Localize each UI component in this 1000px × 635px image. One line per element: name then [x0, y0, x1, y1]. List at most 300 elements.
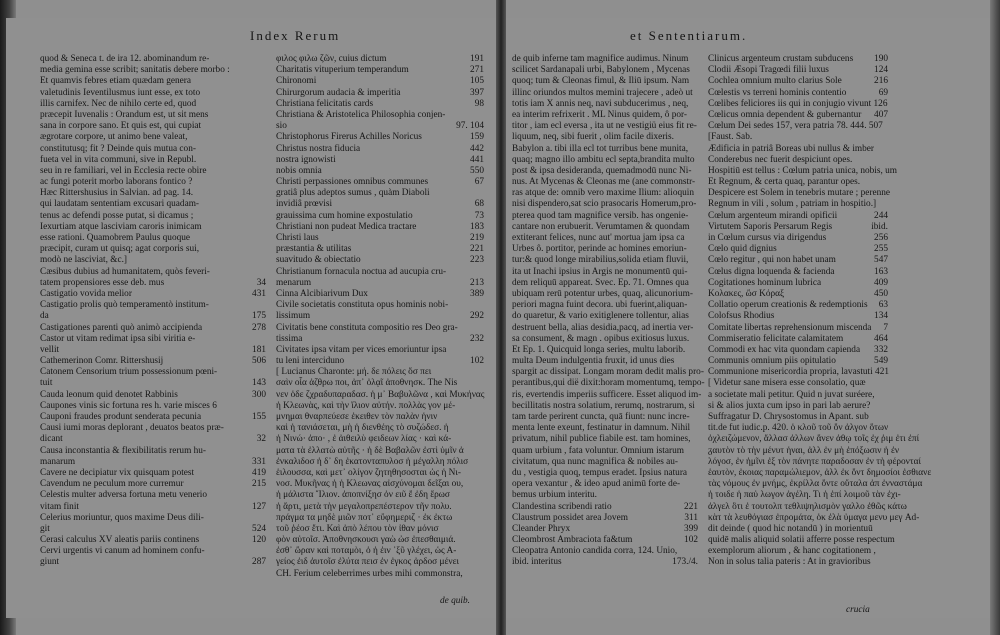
index-column-a	[40, 54, 266, 569]
index-line: [ Lucianus Charonte: μή. δε πόλεις ὅσ πει	[276, 367, 432, 378]
index-line: ita ut Inachi ipsius in Argis ne monumentū qui-	[512, 266, 688, 277]
index-line: ἡ τοιδε ἡ παὐ λωγον ἀγέλη. Τι ἡ ἐπί λοιμοῦ τὰν ἐχι-	[708, 490, 901, 501]
index-page-number: 223	[470, 255, 484, 266]
index-entry-text: Cœlicus omnia dependent & gubernantur	[708, 109, 862, 120]
index-page-number: 163	[874, 266, 888, 277]
index-line: Et Ep. 1. Quicquid longa series, multu laborib.	[512, 344, 686, 355]
index-line: spargit ac dissipat. Longam moram dedit malis pro-	[512, 367, 704, 378]
index-line: opera vexantur , & ideo apud animū forte de-	[512, 479, 681, 490]
index-line: Et Regnum, & certa quaq, parantur opes.	[708, 177, 861, 188]
index-entry-text: tuit	[40, 378, 53, 389]
index-line	[40, 323, 266, 334]
index-line: cantare non erubuerit. Verumtamen & quondam	[512, 221, 690, 232]
index-line: Hæc Rittershusius in Salvian. ad pag. 14.	[40, 188, 194, 199]
index-line	[276, 99, 484, 110]
index-entry-text: Castor ut vitam redimat ipsa sibi viritia e-	[40, 333, 196, 344]
index-line	[512, 502, 698, 513]
index-line	[40, 557, 266, 568]
index-entry-text: Christophorus Firerus Achilles Noricus	[276, 132, 422, 143]
index-entry-text: lissimum	[276, 311, 311, 322]
index-line	[708, 76, 888, 87]
index-line: νεν ὁδε ζχραδυπαραδασ. ἡ μ᾽ Βαβυλῶνα , καὶ Μυκήνας	[276, 389, 485, 400]
index-entry-text: tu leni interciduno	[276, 356, 345, 367]
index-line: becillitatis nostra solatium, rerumq, nostrarum, si	[512, 400, 695, 411]
index-line: ægrotare corpore, ut animo bene valeat,	[40, 132, 188, 143]
index-line: liquum, neq, sibi fuerit , olim facile dixeris.	[512, 132, 674, 143]
index-entry-text: Clinicus argenteum crustam subducens	[708, 54, 854, 64]
index-page-number: 219	[470, 233, 484, 243]
index-line	[708, 334, 888, 345]
index-page-number: 287	[252, 557, 266, 568]
index-entry-text: Cœlus digna loquenda & facienda	[708, 266, 835, 277]
index-line	[276, 88, 484, 99]
index-line	[708, 345, 888, 356]
index-page-number: 399	[684, 523, 698, 534]
index-line	[708, 110, 888, 121]
index-page-number: 271	[470, 65, 484, 76]
index-line: Babylon a. tibi illa ecl tot turribus bene munita,	[512, 143, 689, 154]
index-line	[276, 255, 484, 266]
index-page-number: 69	[878, 87, 888, 98]
index-line	[276, 311, 484, 322]
index-page-number: 63	[878, 300, 888, 311]
index-entry-text: Clandestina scribendi ratio	[512, 501, 612, 512]
index-line: dem reliquū appareat. Svec. Ep. 71. Omnes qua	[512, 277, 689, 288]
index-entry-text: Christi laus	[276, 233, 319, 243]
index-entry-text: φιλος φιλω ζῶν, cuius dictum	[276, 54, 387, 64]
index-line	[708, 289, 888, 300]
index-page-number: 547	[874, 255, 888, 266]
index-entry-text: Cerasi calculus XV aleatis pariis continens	[40, 535, 200, 546]
index-line: ᵹαυτὸν τὸ τὴν μένυτ ἡναι, ἀλλ ἐν μὴ ἐπόξωσιν ἡ ἐν	[708, 445, 900, 456]
index-entry-text: Christiana & Aristotelica Philosophia conjen-	[276, 109, 446, 120]
index-line: destruent bella, alias desidia,pacq, ad inertia ver-	[512, 322, 694, 333]
index-entry-text: Christianum fornacula noctua ad aucupia cru-	[276, 266, 447, 277]
index-entry-text: da	[40, 311, 49, 322]
index-line	[276, 132, 484, 143]
index-column-b	[276, 54, 484, 580]
index-line: esse rationi. Quamobrem Paulus quoque	[40, 233, 191, 243]
index-line: Et quamvis febres etiam quædam genera	[40, 76, 192, 87]
index-line	[40, 356, 266, 367]
index-entry-text: git	[40, 523, 50, 534]
index-page-number: 409	[874, 277, 888, 288]
index-line: post & ipsa desideranda, quemadmodū nunc Ni-	[512, 165, 692, 176]
index-line	[708, 233, 888, 244]
index-entry-text: Cœlestis vs terreni hominis contentio	[708, 87, 847, 98]
index-line: si & alios juxta cum ipso in pari lab aerure?	[708, 400, 871, 411]
index-line	[276, 233, 484, 244]
index-line: ἡ ἄρτι, μετὰ τὴν μεγαλοπρεπέστερον τῆν πολυ.	[276, 501, 452, 512]
index-entry-text: tatem propensiores esse deb. mus	[40, 277, 165, 288]
catchword-right: crucia	[846, 605, 870, 615]
index-page-number: 159	[470, 132, 484, 143]
index-page-number: 67	[474, 177, 484, 188]
index-page-number: 127	[252, 501, 266, 512]
index-line	[276, 278, 484, 289]
index-line: Caupones vinis sic fortuna res h. varie misces 6	[40, 400, 217, 411]
index-entry-text: Christus nostra fiducia	[276, 143, 361, 154]
index-line: illis carnifex. Nec de nihilo certe ed, quod	[40, 98, 197, 109]
index-line	[708, 255, 888, 266]
index-page-number: 175	[252, 311, 266, 322]
running-head-right: et Sententiarum.	[630, 28, 748, 43]
index-line: exemplorum aliorum , & hanc cogitationem ,	[708, 546, 876, 557]
index-line: ras atque de: omnib vero maxime Ilium: alioquin	[512, 188, 695, 199]
index-line	[512, 535, 698, 546]
index-entry-text: Claustrum possidet area Jovem	[512, 512, 628, 523]
index-line	[40, 423, 266, 434]
index-page-number: 73	[474, 210, 484, 221]
index-line: Non in solus talia pateris : At in gravioribus	[708, 557, 871, 568]
index-line	[708, 88, 888, 99]
index-page-number: 419	[252, 467, 266, 478]
index-line: Iexurtiam atque lasciviam caroris inimicam	[40, 221, 202, 232]
index-line: ἐσθ᾽ ὥραν καὶ ποταμὸι, ὁ ἡ ἐιν ᾽ξῦ γλέχει, ὡς Α-	[276, 546, 457, 557]
index-entry-text: Cœlo quid dignius	[708, 244, 777, 255]
index-line	[40, 434, 266, 445]
index-line: menta lente exeunt, festinatur in damnum. Nihil	[512, 423, 691, 434]
index-line: quoq; tum & Cleonas fimul, & Iliū ipsum. Nam	[512, 76, 690, 87]
index-line: Communione misericordia propria, lavastuti 421	[708, 367, 889, 378]
index-line	[708, 356, 888, 367]
index-line	[276, 177, 484, 188]
index-line	[276, 211, 484, 222]
index-page-number: 221	[470, 244, 484, 255]
index-entry-text: giunt	[40, 557, 60, 568]
index-line: quam urbium , fata voluntur. Omnium istarum	[512, 445, 684, 456]
index-page-number: 464	[874, 333, 888, 344]
index-page-number: 155	[252, 412, 266, 422]
index-line	[40, 457, 266, 468]
index-line: do quaretur, & vario exitiglenere tollentur, alias	[512, 311, 689, 322]
running-head-left: Index Rerum	[250, 28, 341, 43]
index-entry-text: Christiana felicitatis cards	[276, 98, 374, 109]
index-line	[276, 54, 484, 65]
index-page-number: 506	[252, 356, 266, 367]
index-entry-text: Communis omnium piis opitulatio	[708, 356, 836, 367]
index-line: perantibus,qui dië dixit:horam momentumq, tempo-	[512, 378, 705, 389]
index-line: du , vestigia quoq, tempus eradet. Ipsius natura	[512, 467, 688, 478]
index-line: Cœlum Dei sedes 157, vera patria 78. 444. 507	[708, 121, 883, 132]
index-entry-text: tissima	[276, 333, 303, 344]
index-line: tur:& quod longe mirabilius,solida etiam fluvii,	[512, 255, 689, 266]
index-line: bemus urbium interitu.	[512, 490, 597, 501]
index-entry-text: Celerius moriuntur, quos maxime Deus dili-	[40, 512, 204, 523]
index-entry-text: menarum	[276, 277, 312, 288]
index-line	[276, 323, 484, 334]
index-line	[40, 345, 266, 356]
index-line	[276, 121, 484, 132]
index-line: ubiquam rerū potentur urbes, quaq, alicunorium-	[512, 288, 693, 299]
index-line: ματα τὰ ἐλλατὼ αὐτῆς · ἡ δὲ Βαβαλῶν ἐστὶ ὑμῖν ἀ	[276, 445, 464, 456]
index-line: [ Videtur sane misera esse consolatio, quæ	[708, 378, 866, 389]
index-page-number: 134	[874, 311, 888, 322]
index-entry-text: Cavendum ne peculum more curremur	[40, 479, 184, 490]
index-page-number: 311	[684, 512, 698, 523]
index-line	[708, 311, 888, 322]
index-page-number: 98	[474, 98, 484, 109]
index-line: nus. At Mycenas & Cleonas me (ane commonstr-	[512, 177, 696, 188]
index-line: constitutusq; fit ? Deinde quis mutua con-	[40, 143, 196, 154]
index-line: sa consument, & magn . opibus exitiosus luxus.	[512, 333, 690, 344]
index-line: quod & Seneca t. de ira 12. abominandum re-	[40, 54, 210, 64]
index-entry-text: invidiâ prœvisi	[276, 199, 333, 210]
index-entry-text: Commodi ex hac vita quondam capienda	[708, 344, 861, 355]
index-line: Cleopatra Antonio candida corra, 124. Unio,	[512, 546, 678, 557]
index-line: σαὶν οἷα ἀζθρω ποι, ἀπ᾽ ὀλᾳῖ ἀποθνησκ. The Nis	[276, 378, 458, 389]
index-page-number: 213	[470, 277, 484, 288]
index-line: fueta vel in vita communi, sive in Republ.	[40, 154, 197, 165]
index-page-number: 34	[256, 277, 266, 288]
index-line	[276, 166, 484, 177]
index-line	[708, 211, 888, 222]
index-line	[276, 188, 484, 199]
index-line	[40, 334, 266, 345]
index-line: φὸν αὐτοῖσ. Ἀποθνησκουσι γαὼ ὠσ ἐπεσθαιμιά.	[276, 535, 456, 546]
index-page-number: 331	[252, 456, 266, 467]
index-line	[40, 490, 266, 501]
index-line	[708, 222, 888, 233]
index-line: γείος ἐιδ ἀυτοῖσ ἐλύτα πεισ ἐν ἐγκος ἀρδοσ μένει	[276, 557, 459, 568]
index-line: ἡ Κλεωνὰς, καὶ τὴν ἴλιον αὐτήν. πολλὰς γον μέ-	[276, 400, 456, 411]
index-page-number: ibid.	[871, 221, 888, 232]
index-line	[276, 155, 484, 166]
index-page-number: 181	[252, 344, 266, 355]
index-line: Regnum in vili , solum , patriam in hospitio.]	[708, 199, 877, 210]
index-line	[708, 267, 888, 278]
index-entry-text: Cauponi fraudes produnt senderata pecunia	[40, 412, 202, 422]
index-line: CH. Ferium celeberrimes urbes mihi commonstra,	[276, 568, 463, 579]
index-page-number: 173./4.	[672, 557, 698, 568]
catchword-left: de quib.	[440, 596, 470, 606]
index-line: privatum, nihil publice fiabile est. tam homines,	[512, 434, 691, 445]
index-page-number: 7	[883, 322, 888, 333]
index-line	[276, 222, 484, 233]
index-line	[40, 468, 266, 479]
index-entry-text: Commiseratio felicitate calamitatem	[708, 333, 844, 344]
index-line	[708, 244, 888, 255]
index-page-number: 190	[874, 54, 888, 64]
index-line	[276, 300, 484, 311]
index-line	[40, 546, 266, 557]
index-line	[40, 278, 266, 289]
index-line: quaq; magno illo ambitu ecl septa,brandita multo	[512, 154, 695, 165]
index-page-number: 216	[874, 76, 888, 87]
index-line: media gemina esse scribit; sanitatis debere morbo :	[40, 65, 230, 76]
index-page-number: 221	[684, 501, 698, 512]
index-line: [Faust. Sab.	[708, 132, 753, 143]
index-page-number: 300	[252, 389, 266, 400]
index-line	[276, 334, 484, 345]
index-line: de quib inferne tam magnifice audimus. Ninum	[512, 54, 689, 64]
index-line: νοσ. Μυκῆνας ἡ ἡ Κλεωνας αἰσχύνομαι δεῖξαι ου,	[276, 479, 464, 490]
index-entry-text: nostra ignowisti	[276, 154, 336, 165]
index-entry-text: Cogitationes hominum lubrica	[708, 277, 822, 288]
index-page-number: 232	[470, 333, 484, 344]
index-entry-text: suavitudo & obiectatio	[276, 255, 361, 266]
index-line	[708, 278, 888, 289]
index-page-number: 191	[470, 54, 484, 64]
index-entry-text: Cavere ne decipiatur vix quisquam potest	[40, 467, 195, 478]
index-line: ἡ μάλιστα Ἴλιον. ἀποπνίξησ ὀν ειῦ ἔ ἐδη ἔρωσ	[276, 490, 450, 501]
index-page-number: 105	[470, 76, 484, 87]
index-line	[40, 502, 266, 513]
index-page-number: 244	[874, 210, 888, 221]
index-line: Ædificia in patriâ Boreas ubi nullus & imber	[708, 143, 875, 154]
index-line: a societate mali petitur. Quid n juvat suréere,	[708, 389, 875, 400]
index-page-number: 256	[874, 233, 888, 243]
index-line: scilicet Sardanapali urbi, Babylonem , Mycenas	[512, 65, 690, 76]
index-entry-text: Christiani non pudeat Medica tractare	[276, 221, 417, 232]
index-entry-text: Castigatio vovida melior	[40, 288, 132, 299]
index-line: dit deinde ( quod hic notandū ) in morientuū	[708, 523, 873, 534]
index-line	[40, 524, 266, 535]
index-page-number: 32	[256, 434, 266, 445]
index-entry-text: Κολακες, ὥσ Κόραξ	[708, 288, 785, 299]
index-line: seu in re familiari, vel in Ecclesia recte obire	[40, 165, 207, 176]
index-page-number: 102	[684, 535, 698, 546]
index-line	[276, 199, 484, 210]
index-entry-text: Cleander Phryx	[512, 523, 571, 534]
index-line	[276, 76, 484, 87]
index-entry-text: nobis omnia	[276, 165, 322, 176]
index-page-number: 441	[470, 154, 484, 165]
index-line: τὰς νόμους ἐν μνήμς, ἐκρίλλα ὄντε οὕταλα ἀπ ἐνναστάμα	[708, 479, 923, 490]
index-line	[708, 65, 888, 76]
index-entry-text: manarum	[40, 456, 76, 467]
index-line	[276, 345, 484, 356]
index-line: ἀλγελ ὃτι ἐ τουτολπ τεθλιψηλισμὸν γαλλο ἐθῶς κάτω	[708, 501, 907, 512]
index-column-c	[512, 54, 705, 569]
index-page-number: 442	[470, 143, 484, 154]
index-line	[276, 289, 484, 300]
index-entry-text: Catonem Censorium trium possessionum pœni-	[40, 367, 218, 378]
index-page-number: 124	[874, 65, 888, 76]
index-line	[40, 267, 266, 278]
index-line: ἐνκαλιδοσ ἡ δ᾽ δη ἐκατονταπυλοσ ἡ μέγαλλη πόλισ	[276, 456, 469, 467]
index-line: qui laudatam sententiam excusari quadam-	[40, 199, 200, 210]
index-entry-text: Cleombrost Ambraciota fa&tum	[512, 535, 633, 546]
index-line: valetudinis Ieventilusmus iunt esse, ex toto	[40, 87, 201, 98]
index-page-number: 183	[470, 221, 484, 232]
index-line: καὶ ἡ τανιάσεται, μὴ ἡ διενθέης τὸ συζώδεσ. ἡ	[276, 423, 449, 434]
index-line: illinc oriundos multos memini trajecere , adeò ut	[512, 87, 693, 98]
index-entry-text: Cathemerinon Comr. Rittershusij	[40, 356, 164, 367]
index-line: nisi dispendero,sat scio prasocaris Homerum,pro-	[512, 199, 697, 210]
index-line	[40, 412, 266, 423]
index-line: ea interim refrixerit . ML Ninus quidem, ô por-	[512, 109, 688, 120]
index-line: sana in corpore sano. Et quis est, qui cupiat	[40, 121, 202, 132]
index-entry-text: Cervi urgentis vi canum ad hominem confu-	[40, 546, 205, 557]
index-line: tam tarde perirent cuncta, quā fiunt: nunc incre-	[512, 412, 690, 422]
index-line: totis iam X annis neq, navi subducerimus , neq,	[512, 98, 689, 109]
index-page-number: 397	[470, 87, 484, 98]
index-entry-text: Causi iumi moras deplorant , deuatos beatos præ-	[40, 423, 224, 434]
index-line	[276, 356, 484, 367]
index-entry-text: Collatio operum creationis & redemptionis	[708, 300, 868, 311]
index-entry-text: Cæsibus dubius ad humanitatem, quòs feveri-	[40, 266, 210, 277]
index-entry-text: Virtutem Saporis Persarum Regis	[708, 221, 833, 232]
index-line	[276, 244, 484, 255]
index-page-number: 68	[474, 199, 484, 210]
index-line	[40, 367, 266, 378]
index-line	[276, 65, 484, 76]
index-line: ἑαυτὸν, ἐκοιας παραμώλιεμον, ἀλλ ἐκ ὄντ δημοσίοι ἐσθιανε	[708, 467, 932, 478]
index-entry-text: Charitatis vituperium temperandum	[276, 65, 409, 76]
index-line: Cœlibes feliciores iis qui in conjugio vivunt 126	[708, 98, 888, 109]
index-line	[40, 535, 266, 546]
index-entry-text: Chirurgorum audacia & imperitia	[276, 87, 401, 98]
index-entry-text: Causa inconstantia & flexibilitatis rerum hu-	[40, 445, 207, 456]
index-line: multa Deum indulgentia fruxit, id unus dies	[512, 356, 675, 367]
index-line: Despicere est Solem in tenebris mutare ; perenne	[708, 188, 890, 199]
index-line: Hospitiū est tellus : Cœlum patria unica, nobis, um	[708, 165, 898, 176]
index-page-number: 431	[252, 288, 266, 299]
index-entry-text: Christi perpassiones omnibus communes	[276, 177, 429, 188]
index-line	[708, 54, 888, 65]
index-line: μνημαι θναρπεύεσε ἐκειθεν τὸν παλὰν ἡνιν	[276, 412, 438, 422]
index-entry-text: Clodii Æsopi Tragœdi filii luxus	[708, 65, 829, 76]
index-line	[708, 323, 888, 334]
index-page-number: 292	[470, 311, 484, 322]
index-line	[276, 110, 484, 121]
index-line: ἡ Νινώ· ἀπο· , ἐ ἀιθειλὺ φειδεων λίας · καὶ κά-	[276, 434, 452, 445]
index-entry-text: Cœlum argenteum mirandi opificii	[708, 210, 838, 221]
index-line: præcipit, curam ut quisq; agat corporis sui,	[40, 244, 200, 255]
index-entry-text: dicant	[40, 434, 63, 445]
index-line: tit.de fut iudic.p. 420. ὁ κλοῦ τοῦ ὄν ἀλγον ὅτων	[708, 423, 889, 434]
index-entry-text: Cauda leonum quid denotet Rabbinis	[40, 389, 178, 400]
index-page-number: 102	[470, 356, 484, 367]
index-line	[512, 513, 698, 524]
index-entry-text: Chironomi	[276, 76, 317, 87]
index-entry-text: Colofsus Rhodius	[708, 311, 775, 322]
index-line: λόγοσ, ἐν ἡμῖνι ἐξ τὸν πάνητε παραδοσαν ἐν τὴ φέρονταί	[708, 456, 921, 467]
index-line: κὰτ τὰ λευθόγιασ ἐπρομάτα, ὁκ ἐλὰ ὐμαγα μενυ μεγ Ad-	[708, 512, 920, 523]
index-page-number: 143	[252, 378, 266, 389]
index-page-number: 120	[252, 535, 266, 546]
index-entry-text: Cœlo regitur , qui non habet unam	[708, 255, 836, 266]
index-line	[512, 557, 698, 568]
index-entry-text: Civitates ipsa vitam per vices emoriuntur ipsa	[276, 344, 447, 355]
index-entry-text: Castigatio prolis quò temperamentò institum-	[40, 300, 209, 311]
index-entry-text: vellit	[40, 344, 60, 355]
index-page-number: 389	[470, 288, 484, 299]
index-page-number: 549	[874, 356, 888, 367]
index-line	[40, 311, 266, 322]
index-line: Conderebus nec fuerit despiciunt opes.	[708, 154, 853, 165]
index-entry-text: Civitatis bene constituta compositio res Deo gra-	[276, 322, 458, 333]
index-entry-text: præstantia & utilitas	[276, 244, 352, 255]
index-entry-text: Celestis multer adversa fortuna metu venerio	[40, 490, 208, 501]
index-page-number: 278	[252, 322, 266, 333]
index-line: tenus ac defendi posse putat, si dicamus ;	[40, 210, 194, 221]
index-entry-text: gratiâ plus adeptos sumus , quàm Diaboli	[276, 188, 430, 199]
index-line	[40, 446, 266, 457]
index-line	[512, 524, 698, 535]
index-line	[40, 390, 266, 401]
index-page-number: 524	[252, 523, 266, 534]
index-entry-text: Comitate libertas reprehensionum miscenda	[708, 322, 872, 333]
book-edge-right	[990, 0, 1000, 635]
index-line: Suffragatur D. Chrysostomus in Apant. sub	[708, 412, 869, 422]
index-line: civitatum, qua nunc magnifica & nobiles au-	[512, 456, 679, 467]
index-column-d	[708, 54, 932, 569]
index-entry-text: in Cœlum cursus via dirigendus	[708, 233, 827, 243]
index-page-number: 97. 104	[456, 121, 484, 132]
index-line: præcepit Iuvenalis : Orandum est, ut sit mens	[40, 109, 209, 120]
